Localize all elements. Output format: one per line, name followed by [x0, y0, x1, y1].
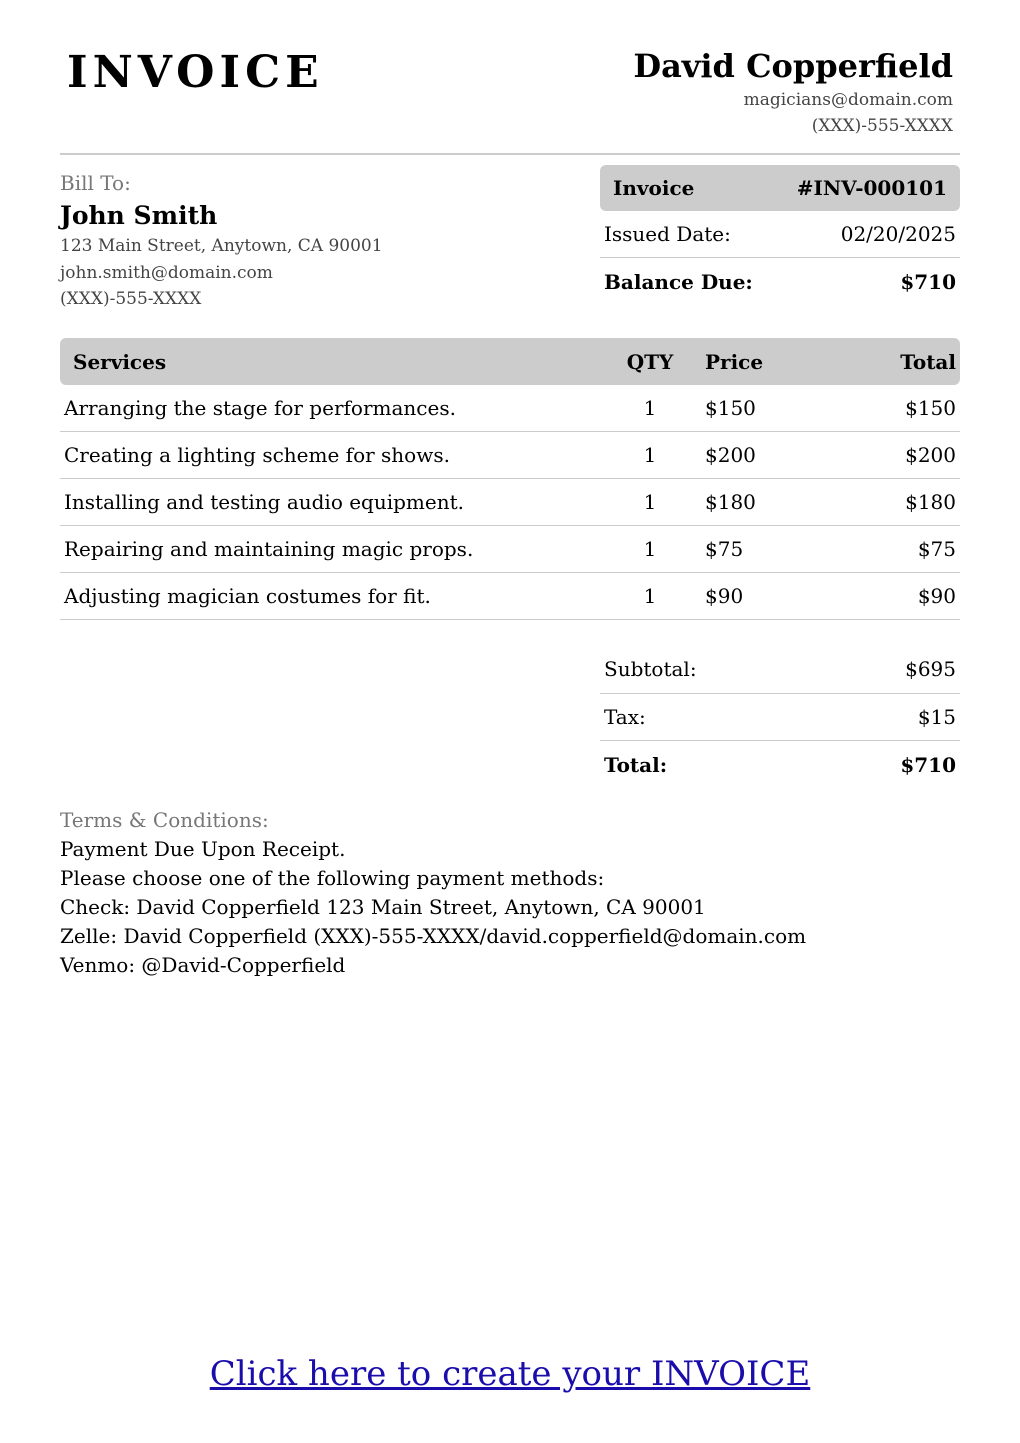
grand-total-row [600, 741, 960, 789]
service-total: $200 [905, 443, 956, 467]
seller-email: magicians@domain.com [743, 90, 953, 110]
grand-total-label: Total: [604, 752, 668, 777]
client-email: john.smith@domain.com [60, 262, 273, 283]
column-header-services: Services [73, 349, 167, 374]
footer [60, 1352, 960, 1396]
service-total: $75 [917, 537, 956, 561]
service-total: $150 [905, 396, 956, 420]
seller-phone: (XXX)-555-XXXX [811, 116, 953, 136]
subtotal-value: $695 [905, 657, 956, 682]
table-row [60, 526, 960, 573]
invoice-info-box [600, 165, 960, 305]
table-row [60, 385, 960, 432]
column-header-total: Total [900, 349, 956, 374]
service-description: Adjusting magician costumes for fit. [64, 584, 431, 608]
terms-label: Terms & Conditions: [60, 808, 269, 832]
service-qty: 1 [643, 537, 657, 561]
header-divider [60, 153, 960, 155]
service-description: Repairing and maintaining magic props. [64, 537, 474, 561]
service-description: Installing and testing audio equipment. [64, 490, 465, 514]
issued-date-label: Issued Date: [604, 222, 731, 246]
service-price: $90 [705, 584, 744, 608]
balance-due-value: $710 [900, 269, 956, 294]
terms-line: Zelle: David Copperfield (XXX)-555-XXXX/david.copperfield@domain.com [60, 924, 807, 948]
terms-line: Please choose one of the following payment methods: [60, 866, 605, 890]
terms-line: Check: David Copperfield 123 Main Street, Anytown, CA 90001 [60, 895, 706, 919]
seller-block [633, 45, 953, 139]
create-invoice-link[interactable]: Click here to create your INVOICE [209, 1354, 811, 1394]
client-phone: (XXX)-555-XXXX [60, 289, 202, 309]
service-description: Creating a lighting scheme for shows. [64, 443, 450, 467]
services-table [60, 338, 960, 620]
service-qty: 1 [643, 396, 657, 420]
tax-label: Tax: [604, 704, 646, 729]
invoice-number-header [600, 165, 960, 211]
service-qty: 1 [643, 443, 657, 467]
subtotal-row [600, 646, 960, 694]
service-qty: 1 [643, 490, 657, 514]
tax-row [600, 694, 960, 742]
client-address: 123 Main Street, Anytown, CA 90001 [60, 236, 383, 256]
column-header-qty: QTY [626, 349, 674, 374]
table-row [60, 573, 960, 620]
seller-name: David Copperfield [633, 47, 953, 85]
tax-value: $15 [917, 704, 956, 729]
service-qty: 1 [643, 584, 657, 608]
issued-date-row [600, 211, 960, 258]
balance-due-label: Balance Due: [604, 269, 753, 294]
balance-due-row [600, 258, 960, 305]
service-total: $90 [917, 584, 956, 608]
column-header-price: Price [705, 349, 764, 374]
client-name: John Smith [60, 201, 218, 230]
service-total: $180 [905, 490, 956, 514]
service-description: Arranging the stage for performances. [64, 396, 456, 420]
terms-block [60, 806, 960, 980]
service-price: $75 [705, 537, 744, 561]
invoice-page [60, 0, 960, 1443]
table-row [60, 432, 960, 479]
totals-block [600, 646, 960, 789]
terms-line: Venmo: @David-Copperfield [60, 953, 346, 977]
service-price: $200 [705, 443, 756, 467]
issued-date-value: 02/20/2025 [840, 222, 956, 246]
service-price: $180 [705, 490, 756, 514]
document-title: INVOICE [67, 47, 324, 98]
service-price: $150 [705, 396, 756, 420]
terms-line: Payment Due Upon Receipt. [60, 837, 346, 861]
grand-total-value: $710 [900, 752, 956, 777]
invoice-label: Invoice [613, 176, 695, 200]
bill-to-block [60, 170, 580, 313]
bill-to-label: Bill To: [60, 171, 131, 195]
services-table-header [60, 338, 960, 385]
invoice-number: #INV-000101 [796, 176, 947, 200]
table-row [60, 479, 960, 526]
subtotal-label: Subtotal: [604, 657, 697, 682]
